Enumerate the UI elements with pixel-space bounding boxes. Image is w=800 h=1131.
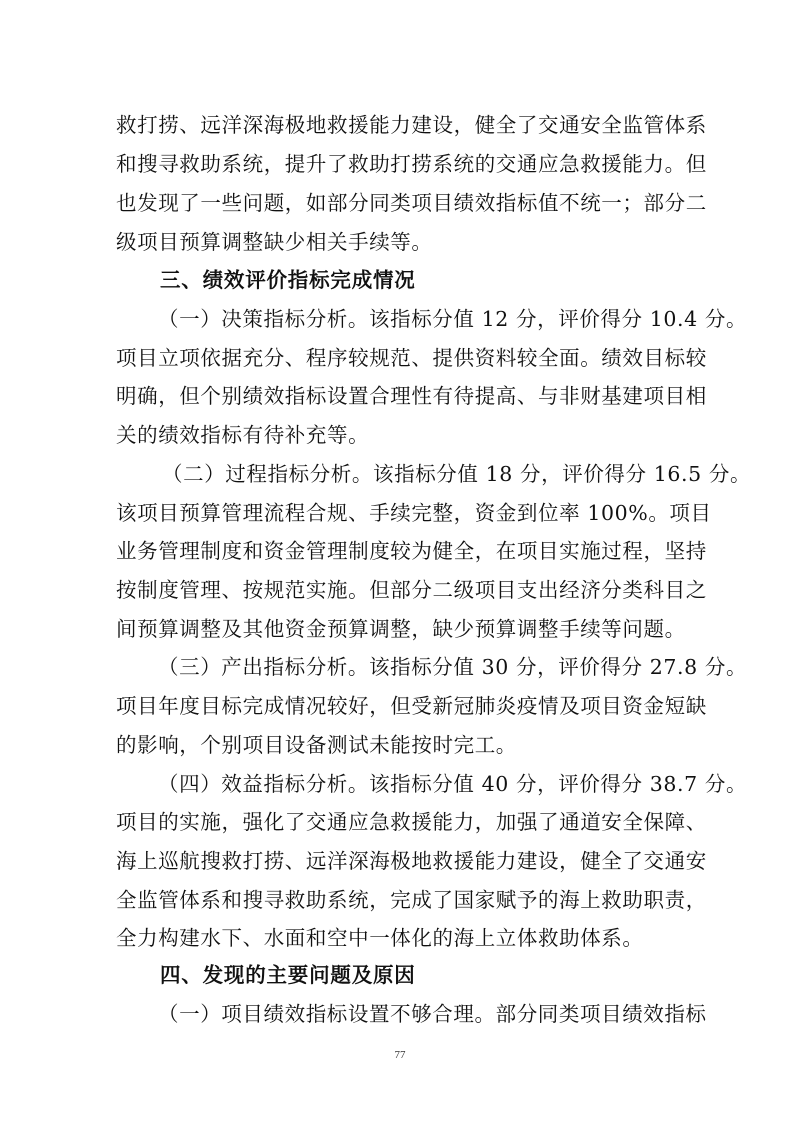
body-text-line: （一）决策指标分析。该指标分值 12 分，评价得分 10.4 分。: [158, 307, 748, 331]
body-text-line: 和搜寻救助系统，提升了救助打捞系统的交通应急救援能力。但: [116, 152, 707, 176]
body-text-line: 该项目预算管理流程合规、手续完整，资金到位率 100%。项目: [116, 501, 712, 525]
body-text-line: 海上巡航搜救打捞、远洋深海极地救援能力建设，健全了交通安: [116, 849, 707, 873]
body-text-line: 救打捞、远洋深海极地救援能力建设，健全了交通安全监管体系: [116, 113, 707, 137]
body-text-line: （三）产出指标分析。该指标分值 30 分，评价得分 27.8 分。: [158, 655, 748, 679]
body-text-line: 全力构建水下、水面和空中一体化的海上立体救助体系。: [116, 926, 644, 950]
body-text-line: 级项目预算调整缺少相关手续等。: [116, 230, 433, 254]
section-heading: 三、绩效评价指标完成情况: [160, 268, 416, 292]
body-text-line: （一）项目绩效指标设置不够合理。部分同类项目绩效指标: [158, 1002, 707, 1026]
body-text-line: （二）过程指标分析。该指标分值 18 分，评价得分 16.5 分。: [162, 462, 752, 486]
body-text-line: 关的绩效指标有待补充等。: [116, 423, 370, 447]
body-text-line: 业务管理制度和资金管理制度较为健全，在项目实施过程，坚持: [116, 539, 707, 563]
body-text-line: 的影响，个别项目设备测试未能按时完工。: [116, 733, 517, 757]
body-text-line: 项目立项依据充分、程序较规范、提供资料较全面。绩效目标较: [116, 346, 707, 370]
body-text-line: 间预算调整及其他资金预算调整，缺少预算调整手续等问题。: [116, 617, 686, 641]
body-text-line: 项目的实施，强化了交通应急救援能力，加强了通道安全保障、: [116, 810, 707, 834]
body-text-line: 明确，但个别绩效指标设置合理性有待提高、与非财基建项目相: [116, 384, 707, 408]
body-text-line: 全监管体系和搜寻救助系统，完成了国家赋予的海上救助职责，: [116, 888, 707, 912]
body-text-line: （四）效益指标分析。该指标分值 40 分，评价得分 38.7 分。: [158, 772, 748, 796]
page-number: 77: [394, 1049, 406, 1061]
body-text-line: 项目年度目标完成情况较好，但受新冠肺炎疫情及项目资金短缺: [116, 694, 707, 718]
section-heading: 四、发现的主要问题及原因: [160, 963, 416, 987]
body-text-line: 按制度管理、按规范实施。但部分二级项目支出经济分类科目之: [116, 578, 707, 602]
body-text-line: 也发现了一些问题，如部分同类项目绩效指标值不统一；部分二: [116, 191, 707, 215]
